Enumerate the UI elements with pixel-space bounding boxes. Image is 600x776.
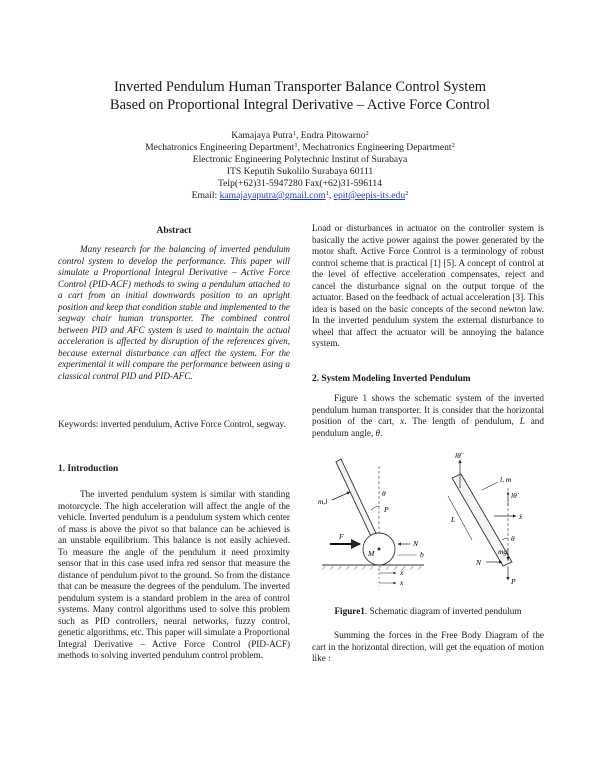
- label-x-2: x: [400, 578, 404, 587]
- label-P: P: [384, 505, 389, 514]
- label-mg: mg: [498, 547, 508, 556]
- label-N: N: [413, 539, 419, 548]
- paper-title-line-2: Based on Proportional Integral Derivative – Active Force Control: [109, 97, 491, 113]
- label-l-theta-dot: lθ̇: [511, 491, 517, 500]
- label-b: b: [420, 550, 424, 559]
- email-link-2[interactable]: epit@eepis-its.edu: [333, 190, 406, 201]
- author-names: Kamajaya Putra$^1$, Endra Pitowarno$^2$: [231, 130, 369, 141]
- inverted-pendulum-figure: [312, 448, 544, 600]
- right-intro-text: Load or disturbances in actuator on the controller system is basically the active power against the power generated by the motor shaft. Active Force Control is a terminology of robust control scheme that is practical [1] [5]. A concept of control at the level of effective acceleration compensates, reject and cancel the disturbance signal on the output torque of the actuator. Based on the feedback of actual acceleration [3]. This idea is based on the basic concepts of the second newton law. In the inverted pendulum system the external disturbance to wheel that affect the actuator will be annoying the balance system.: [312, 223, 544, 348]
- introduction-heading: 1. Introduction: [58, 464, 119, 474]
- label-m-l: m,l: [318, 497, 328, 506]
- author-phone: Telp(+62)31-5947280 Fax(+62)31-596114: [217, 178, 383, 189]
- author-email: Email: kamajayaputra@gmail.com$^1$, epit@eepis-its.edu$^2$: [191, 190, 409, 201]
- email-link-1[interactable]: kamajayaputra@gmail.com: [219, 190, 326, 201]
- label-x-ddot: ẍ: [519, 512, 523, 521]
- label-M: M: [368, 549, 375, 558]
- label-l-theta-ddot: lθ̈: [455, 451, 461, 460]
- author-departments: Mechatronics Engineering Department$^1$, Mechatronics Engineering Department$^2$: [145, 142, 455, 153]
- free-body-diagram: [448, 451, 523, 586]
- label-F: F: [339, 532, 344, 541]
- paper-title-line-1: Inverted Pendulum Human Transporter Balance Control System: [113, 79, 487, 95]
- summing-text: Summing the forces in the Free Body Diagram of the cart in the horizontal direction, will get the equation of motion like :: [312, 630, 544, 663]
- section2-heading: 2. System Modeling Inverted Pendulum: [312, 374, 471, 384]
- author-address: ITS Keputih Sukolilo Surabaya 60111: [226, 166, 374, 177]
- label-theta: θ: [382, 489, 386, 498]
- cart-pendulum-diagram: [318, 459, 424, 587]
- figure-caption: Figure1. Schematic diagram of inverted pendulum: [334, 606, 522, 616]
- label-l-m: l, m: [500, 475, 512, 484]
- section2-text: Figure 1 shows the schematic system of the inverted pendulum human transporter. It is consider that the horizontal position of the cart, x. The length of pendulum, L and pendulum angle, θ.: [312, 393, 544, 438]
- keywords: Keywords: inverted pendulum, Active Force Control, segway.: [58, 419, 286, 429]
- label-x: x: [400, 568, 404, 577]
- introduction-text: The inverted pendulum system is similar with standing motorcycle. The high acceleration will affect the angle of the vehicle. Inverted pendulum is a pendulum system which center of mass is above the pivot so that balance can be achieved is an unstable equilibrium. This balance is not easily achieved. To measure the angle of the pendulum it need proximity sensor that in this case used infra red sensor that measure the distance of pendulum pivot to the ground. So from the distance that can be measure the degrees of the pendulum. The inverted pendulum system is a standard problem in the area of control systems. Many control algorithms used to solve this problem such as PID controllers, neural networks, fuzzy control, genetic algorithms, etc. This paper will simulate a Proportional Integral Derivative – Active Force Control (PID-ACF) methods to solving inverted pendulum control problem.: [58, 489, 290, 660]
- label-N-2: N: [476, 558, 482, 567]
- abstract-text: Many research for the balancing of inverted pendulum control system to develop the performance. This paper will simulate a Proportional Integral Derivative – Active Force Control (PID-ACF) methods to swing a pendulum attached to a cart from an initial downwards position to an upright position and keep that condition stable and implemented to the segway chair human transporter. The combined control between PID and AFC system is used to maintain the actual acceleration is affected by disruption of the references given, because external disturbance can affect the system. For the experimental it will compare the performance between using a classical control PID and PID-AFC.: [58, 244, 290, 381]
- label-theta-2: θ: [511, 534, 515, 543]
- label-L: L: [451, 515, 456, 524]
- abstract-heading: Abstract: [156, 226, 192, 236]
- label-P-2: P: [511, 577, 516, 586]
- author-institute: Electronic Engineering Polytechnic Institut of Surabaya: [192, 154, 408, 165]
